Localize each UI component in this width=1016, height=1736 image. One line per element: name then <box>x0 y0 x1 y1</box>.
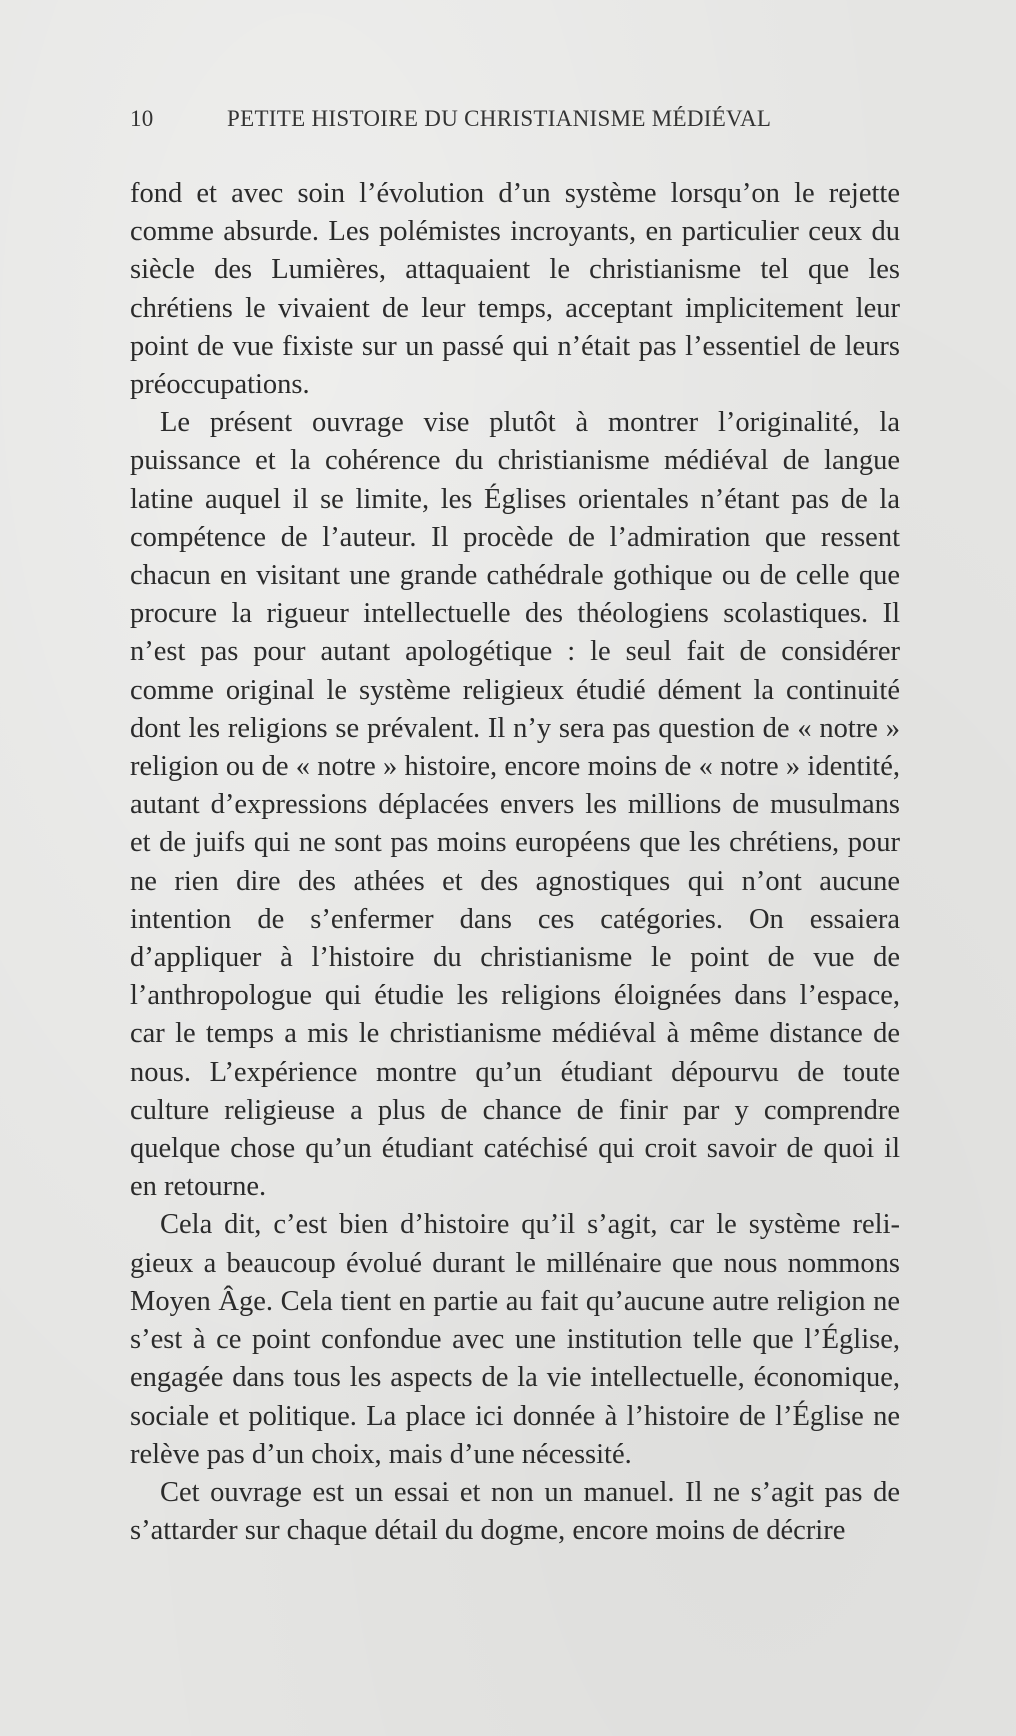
paragraph: Cela dit, c’est bien d’histoire qu’il s’agit, car le système religieux a beaucoup évolué durant le millénaire que nous nommons Moyen Âge. Cela tient en partie au fait qu’aucune autre religion ne s’est à ce point confondue avec une institution telle que l’Église, engagée dans tous les aspects de la vie intellectuelle, économique, sociale et politique. La place ici donnée à l’histoire de l’Église ne relève pas d’un choix, mais d’une nécessité. <box>130 1209 900 1470</box>
paragraph: fond et avec soin l’évolution d’un système lorsqu’on le rejette comme absurde. Les polémistes incroyants, en particulier ceux du siècle des Lumières, attaquaient le christianisme tel que les chrétiens le vivaient de leur temps, acceptant implicitement leur point de vue fixiste sur un passé qui n’était pas l’essentiel de leurs préoccupations. <box>130 178 900 401</box>
running-title: PETITE HISTOIRE DU CHRISTIANISME MÉDIÉVAL <box>227 106 772 131</box>
page-number: 10 <box>130 106 154 131</box>
body-text <box>130 175 900 1550</box>
paragraph: Le présent ouvrage vise plutôt à montrer l’originalité, la puissance et la cohérence du christianisme médiéval de langue latine auquel il se limite, les Églises orientales n’étant pas de la compétence de l’auteur. Il procède de l’admiration que ressent chacun en visitant une grande cathédrale gothique ou de celle que procure la rigueur intellectuelle des théologiens scolastiques. Il n’est pas pour autant apologétique : le seul fait de considérer comme original le système religieux étudié dément la continuité dont les religions se prévalent. Il n’y sera pas question de « notre » religion ou de « notre » histoire, encore moins de « notre » identité, autant d’expressions déplacées envers les millions de musulmans et de juifs qui ne sont pas moins européens que les chrétiens, pour ne rien dire des athées et des agnostiques qui n’ont aucune intention de s’enfermer dans ces catégories. On essaiera d’appliquer à l’histoire du christianisme le point de vue de l’anthropologue qui étudie les religions éloignées dans l’espace, car le temps a mis le christianisme médiéval à même distance de nous. L’expérience montre qu’un étudiant dépourvu de toute culture religieuse a plus de chance de finir par y comprendre quelque chose qu’un étudiant catéchisé qui croit savoir de quoi il en retourne. <box>130 407 900 1203</box>
running-head <box>130 106 900 140</box>
paragraph: Cet ouvrage est un essai et non un manuel. Il ne s’agit pas de s’attarder sur chaque détail du dogme, encore moins de décrire <box>130 1476 900 1547</box>
